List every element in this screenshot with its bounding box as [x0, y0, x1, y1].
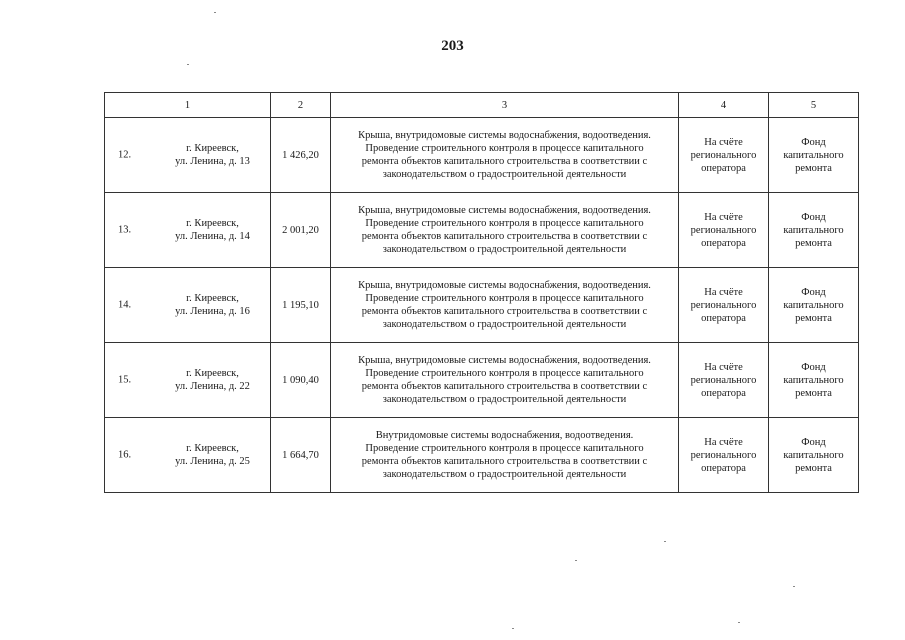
works-line: ремонта объектов капитального строительства в соответствии с [361, 456, 648, 467]
scan-speck [793, 586, 795, 587]
account-line: На счёте [704, 286, 743, 298]
works-line: Проведение строительного контроля в процессе капитального [365, 443, 644, 454]
fund-cell [769, 418, 859, 493]
works-line: ремонта объектов капитального строительства в соответствии с [361, 156, 648, 167]
object-address [159, 292, 266, 318]
works-line: Крыша, внутридомовые системы водоснабжения, водоотведения. [358, 130, 651, 141]
fund-line: капитального [783, 149, 844, 161]
address-line: ул. Ленина, д. 14 [175, 231, 250, 242]
works-line: законодательством о градостроительной деятельности [382, 394, 627, 405]
works-cell [331, 193, 679, 268]
fund-line: капитального [783, 374, 844, 386]
scan-speck [664, 541, 666, 542]
works-line: Крыша, внутридомовые системы водоснабжения, водоотведения. [358, 205, 651, 216]
fund-cell [769, 268, 859, 343]
fund-line: ремонта [795, 237, 832, 249]
account-line: оператора [701, 237, 746, 249]
address-line: ул. Ленина, д. 16 [175, 306, 250, 317]
page-number: 203 [441, 38, 464, 54]
works-line: Проведение строительного контроля в процессе капитального [365, 143, 644, 154]
row-object-cell [105, 418, 271, 493]
area-cell: 1 426,20 [271, 118, 331, 193]
works-line: Проведение строительного контроля в процессе капитального [365, 218, 644, 229]
row-object-cell [105, 268, 271, 343]
account-cell [679, 343, 769, 418]
area-cell: 1 090,40 [271, 343, 331, 418]
table-header-row [105, 93, 859, 118]
object-address [159, 442, 266, 468]
works-cell [331, 343, 679, 418]
account-line: оператора [701, 462, 746, 474]
works-line: Крыша, внутридомовые системы водоснабжения, водоотведения. [358, 280, 651, 291]
fund-line: капитального [783, 224, 844, 236]
table-row [105, 118, 859, 193]
address-line: г. Киреевск, [186, 143, 239, 154]
works-line: Крыша, внутридомовые системы водоснабжения, водоотведения. [358, 355, 651, 366]
fund-line: ремонта [795, 162, 832, 174]
scan-speck [214, 12, 216, 13]
account-line: На счёте [704, 211, 743, 223]
works-line: законодательством о градостроительной деятельности [382, 244, 627, 255]
row-number: 15. [118, 374, 132, 386]
area-cell: 1 195,10 [271, 268, 331, 343]
table-body [105, 118, 859, 493]
fund-line: Фонд [801, 286, 826, 298]
account-line: регионального [690, 299, 757, 311]
fund-line: капитального [783, 299, 844, 311]
column-header-1: 1 [105, 93, 271, 118]
works-cell [331, 418, 679, 493]
works-line: ремонта объектов капитального строительства в соответствии с [361, 381, 648, 392]
address-line: ул. Ленина, д. 13 [175, 156, 250, 167]
account-line: оператора [701, 162, 746, 174]
row-number: 12. [118, 149, 132, 161]
address-line: ул. Ленина, д. 22 [175, 381, 250, 392]
row-number: 14. [118, 299, 132, 311]
scan-speck [575, 560, 577, 561]
account-cell [679, 193, 769, 268]
object-address [159, 217, 266, 243]
column-header-5: 5 [769, 93, 859, 118]
fund-line: ремонта [795, 462, 832, 474]
address-line: ул. Ленина, д. 25 [175, 456, 250, 467]
table-row [105, 343, 859, 418]
account-line: регионального [690, 149, 757, 161]
address-line: г. Киреевск, [186, 293, 239, 304]
address-line: г. Киреевск, [186, 368, 239, 379]
fund-line: Фонд [801, 361, 826, 373]
fund-line: Фонд [801, 211, 826, 223]
object-address [159, 367, 266, 393]
row-object-cell [105, 118, 271, 193]
works-line: законодательством о градостроительной деятельности [382, 169, 627, 180]
table-row [105, 418, 859, 493]
fund-cell [769, 193, 859, 268]
address-line: г. Киреевск, [186, 218, 239, 229]
account-line: оператора [701, 312, 746, 324]
fund-line: Фонд [801, 436, 826, 448]
table-row [105, 268, 859, 343]
account-line: регионального [690, 224, 757, 236]
area-cell: 2 001,20 [271, 193, 331, 268]
fund-line: ремонта [795, 312, 832, 324]
object-address [159, 142, 266, 168]
fund-line: ремонта [795, 387, 832, 399]
table-row [105, 193, 859, 268]
account-line: На счёте [704, 136, 743, 148]
scan-speck [187, 64, 189, 65]
scan-speck [738, 622, 740, 623]
scan-speck [512, 628, 514, 629]
account-line: На счёте [704, 361, 743, 373]
works-line: Проведение строительного контроля в процессе капитального [365, 293, 644, 304]
works-cell [331, 118, 679, 193]
works-line: ремонта объектов капитального строительства в соответствии с [361, 231, 648, 242]
fund-cell [769, 118, 859, 193]
account-line: регионального [690, 374, 757, 386]
area-cell: 1 664,70 [271, 418, 331, 493]
works-line: законодательством о градостроительной деятельности [382, 469, 627, 480]
account-line: регионального [690, 449, 757, 461]
column-header-3: 3 [331, 93, 679, 118]
row-number: 16. [118, 449, 132, 461]
fund-line: капитального [783, 449, 844, 461]
column-header-2: 2 [271, 93, 331, 118]
works-line: законодательством о градостроительной деятельности [382, 319, 627, 330]
account-line: На счёте [704, 436, 743, 448]
address-line: г. Киреевск, [186, 443, 239, 454]
account-line: оператора [701, 387, 746, 399]
fund-line: Фонд [801, 136, 826, 148]
row-number: 13. [118, 224, 132, 236]
works-line: ремонта объектов капитального строительства в соответствии с [361, 306, 648, 317]
row-object-cell [105, 343, 271, 418]
fund-cell [769, 343, 859, 418]
account-cell [679, 418, 769, 493]
account-cell [679, 268, 769, 343]
works-line: Проведение строительного контроля в процессе капитального [365, 368, 644, 379]
account-cell [679, 118, 769, 193]
row-object-cell [105, 193, 271, 268]
works-cell [331, 268, 679, 343]
works-line: Внутридомовые системы водоснабжения, водоотведения. [375, 430, 634, 441]
capital-repair-table [104, 92, 859, 493]
column-header-4: 4 [679, 93, 769, 118]
